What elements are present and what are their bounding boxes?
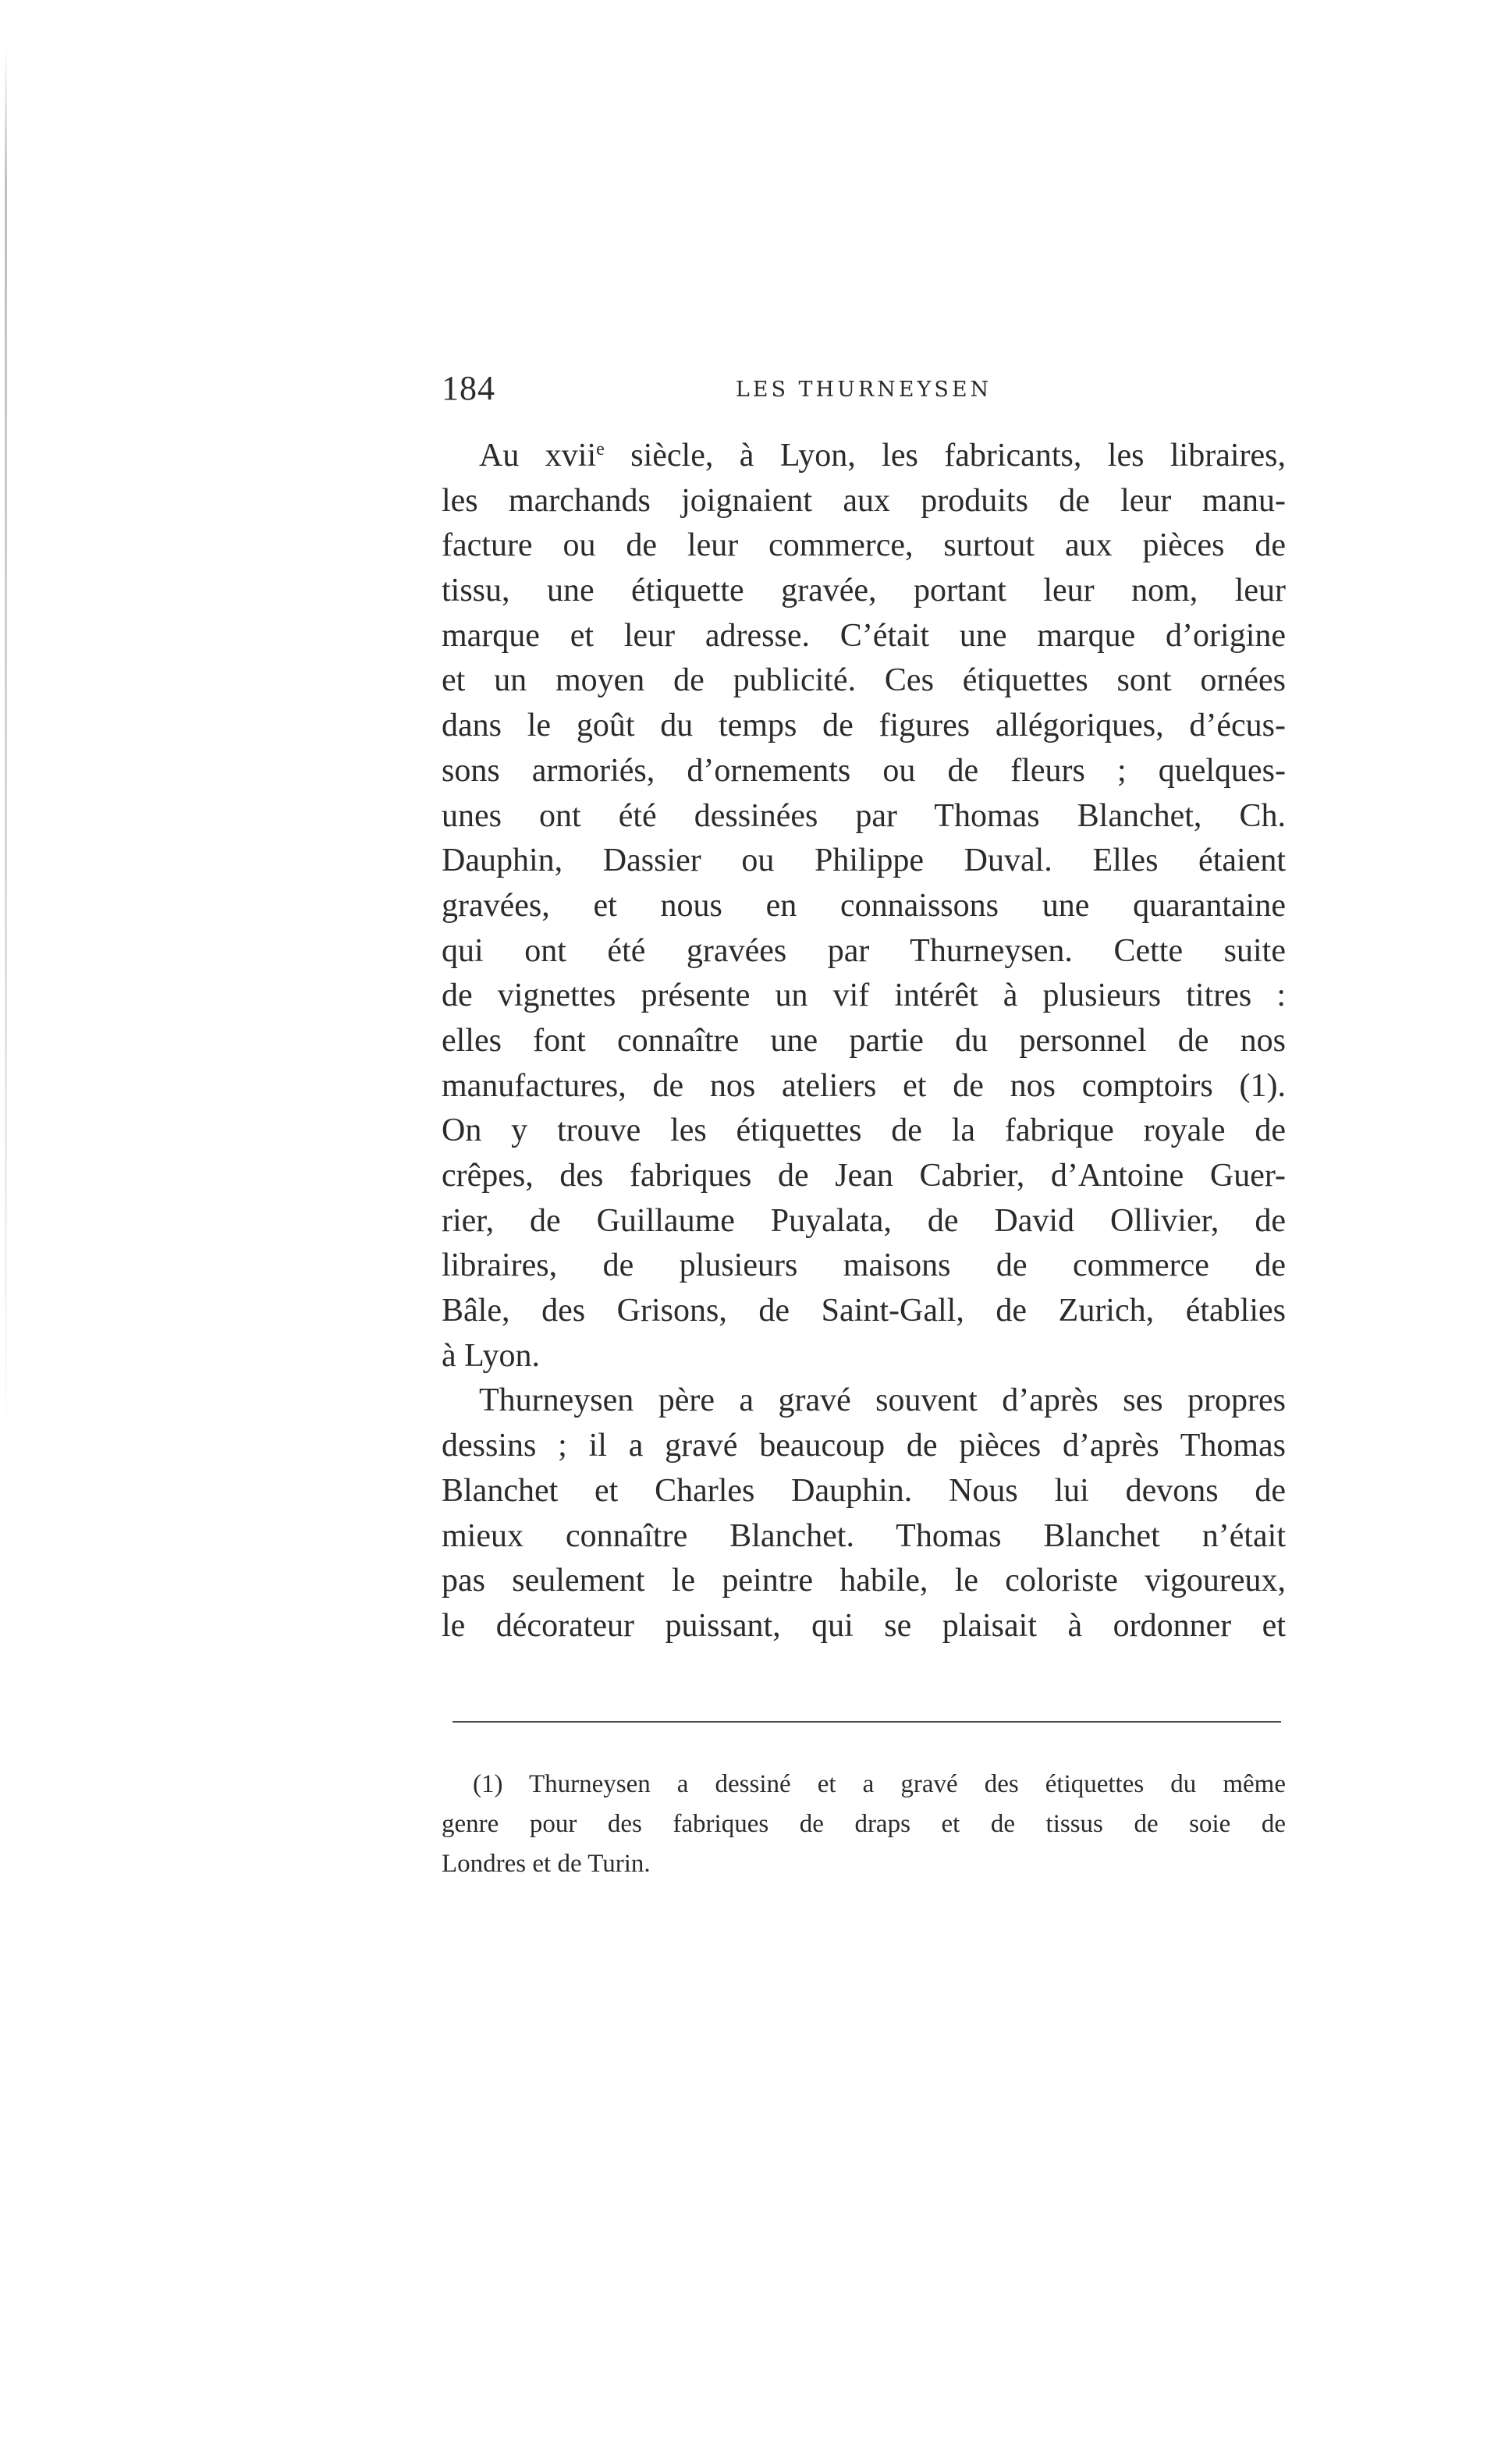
body-line: dessins ; il a gravé beaucoup de pièces d’après Thomas — [442, 1428, 1286, 1464]
body-line: rier, de Guillaume Puyalata, de David Ollivier, de — [442, 1202, 1286, 1239]
footnote-line: Londres et de Turin. — [442, 1850, 651, 1878]
body-line: On y trouve les étiquettes de la fabrique royale de — [442, 1112, 1286, 1149]
body-line: facture ou de leur commerce, surtout aux pièces de — [442, 527, 1286, 564]
footnote — [442, 1765, 1286, 1884]
page-header — [442, 368, 1286, 415]
body-line: Dauphin, Dassier ou Philippe Duval. Elles étaient — [442, 843, 1286, 879]
body-line: Thurneysen père a gravé souvent d’après ses propres — [479, 1382, 1286, 1419]
body-line: elles font connaître une partie du personnel de nos — [442, 1022, 1286, 1059]
body-line: et un moyen de publicité. Ces étiquettes sont ornées — [442, 662, 1286, 699]
body-line: les marchands joignaient aux produits de leur manu- — [442, 482, 1286, 519]
body-line: sons armoriés, d’ornements ou de fleurs ; quelques- — [442, 752, 1286, 789]
footnote-rule — [453, 1721, 1281, 1723]
body-line: manufactures, de nos ateliers et de nos comptoirs (1). — [442, 1067, 1286, 1104]
page-number: 184 — [442, 369, 495, 407]
body-line: gravées, et nous en connaissons une quarantaine — [442, 887, 1286, 924]
body-line: tissu, une étiquette gravée, portant leur nom, leur — [442, 573, 1286, 609]
body-line: à Lyon. — [442, 1337, 540, 1374]
body-line: libraires, de plusieurs maisons de commerce de — [442, 1247, 1286, 1284]
body-line: Bâle, des Grisons, de Saint-Gall, de Zurich, établies — [442, 1293, 1286, 1329]
body-line: dans le goût du temps de figures allégoriques, d’écus- — [442, 708, 1286, 744]
superscript: e — [596, 439, 605, 460]
body-line: de vignettes présente un vif intérêt à plusieurs titres : — [442, 978, 1286, 1014]
body-line-text: Au xvii — [479, 438, 597, 474]
body-line: unes ont été dessinées par Thomas Blanchet, Ch. — [442, 797, 1286, 834]
body-line: crêpes, des fabriques de Jean Cabrier, d’Antoine Guer- — [442, 1158, 1286, 1194]
body-line: Blanchet et Charles Dauphin. Nous lui devons de — [442, 1472, 1286, 1509]
body-line: le décorateur puissant, qui se plaisait à ordonner et — [442, 1607, 1286, 1644]
footnote-line: genre pour des fabriques de draps et de tissus de soie de — [442, 1810, 1286, 1838]
body-line — [442, 434, 1286, 479]
body-line: marque et leur adresse. C’était une marque d’origine — [442, 617, 1286, 654]
scan-shadow-edge — [5, 47, 7, 1451]
body-text — [442, 434, 1286, 1649]
footnote-line: (1) Thurneysen a dessiné et a gravé des étiquettes du même — [473, 1770, 1286, 1798]
body-line: mieux connaître Blanchet. Thomas Blanchet n’était — [442, 1517, 1286, 1554]
body-line-text: siècle, à Lyon, les fabricants, les libraires, — [604, 438, 1286, 474]
running-title: LES THURNEYSEN — [735, 378, 992, 402]
body-line: pas seulement le peintre habile, le coloriste vigoureux, — [442, 1563, 1286, 1599]
body-line: qui ont été gravées par Thurneysen. Cette suite — [442, 932, 1286, 969]
